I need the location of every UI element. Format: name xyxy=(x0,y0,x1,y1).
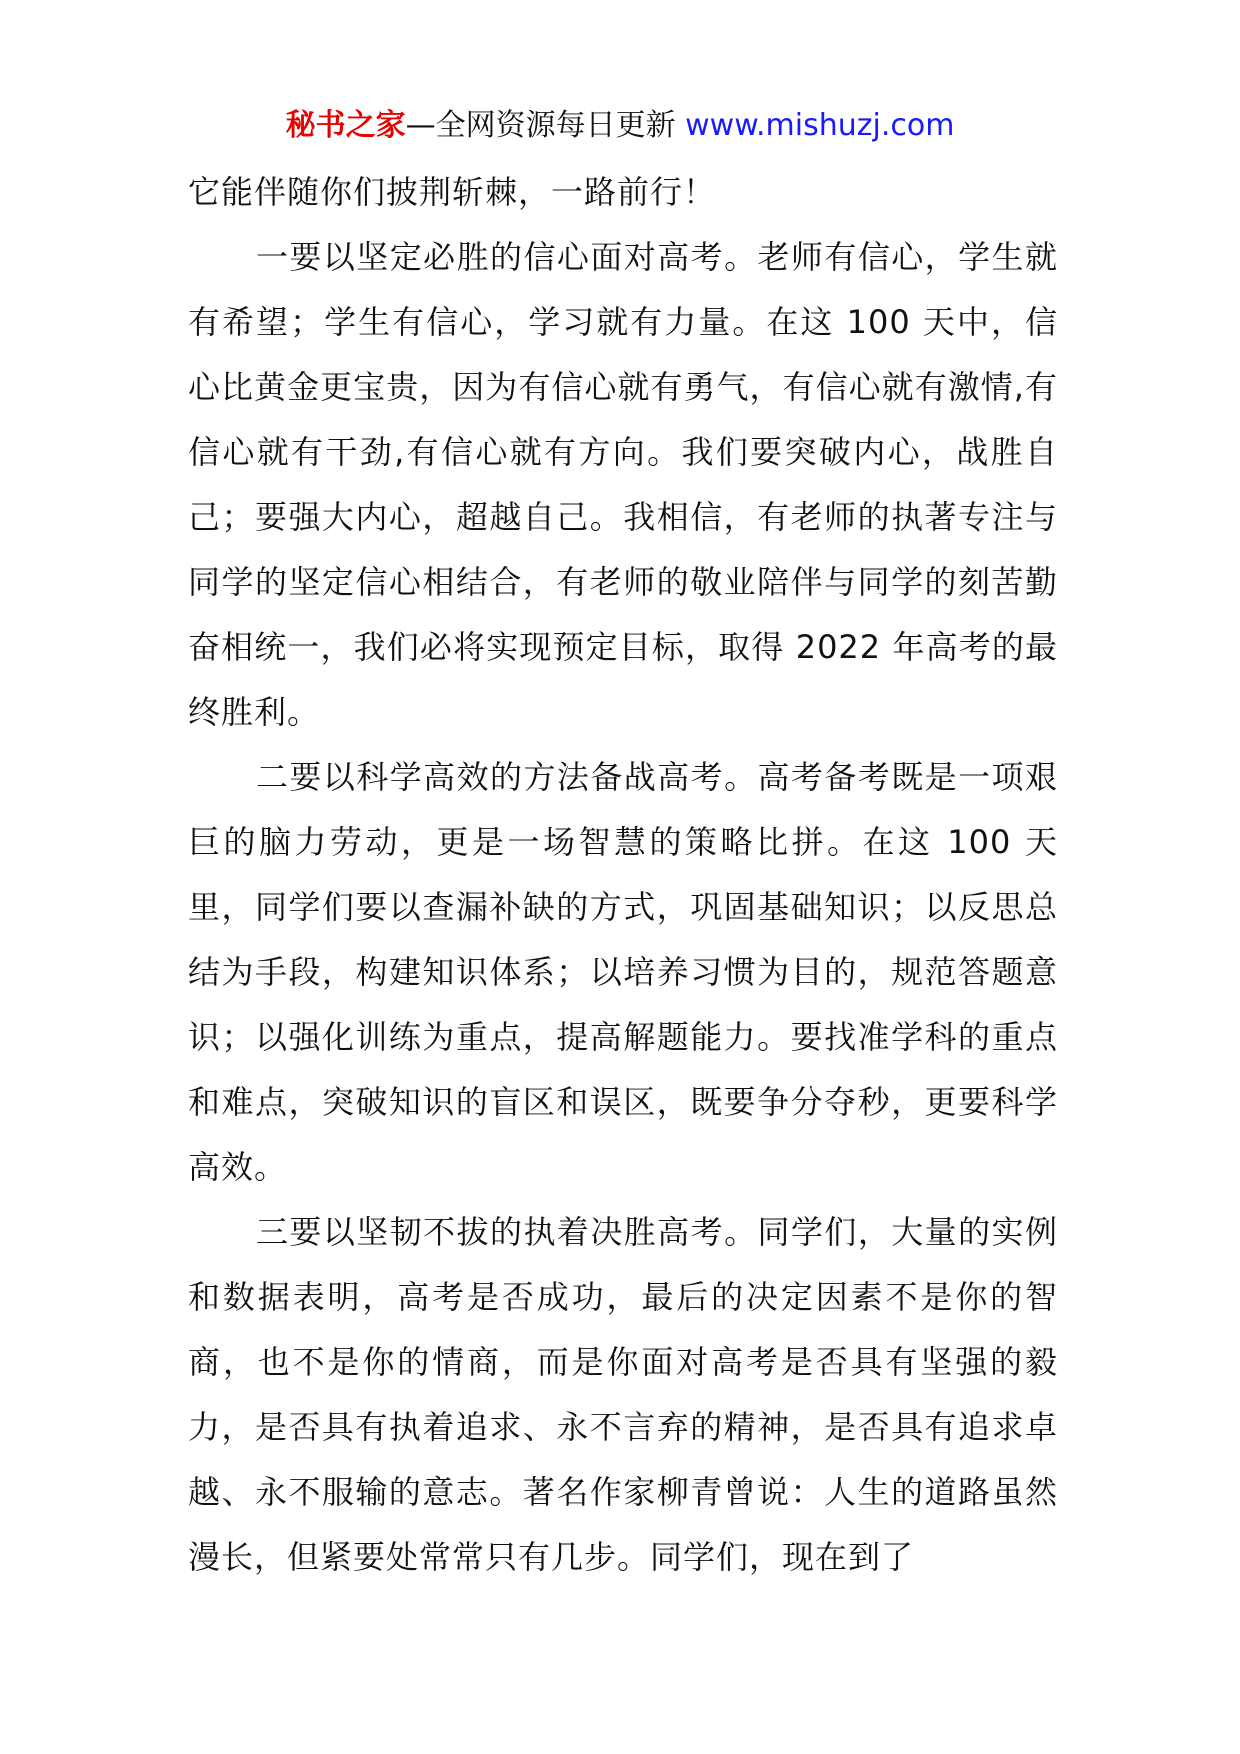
paragraph-perseverance: 三要以坚韧不拔的执着决胜高考。同学们，大量的实例和数据表明，高考是否成功，最后的决定因素不是你的智商，也不是你的情商，而是你面对高考是否具有坚强的毅力，是否具有执着追求、永不言弃的精神，是否具有追求卓越、永不服输的意志。著名作家柳青曾说：人生的道路虽然漫长，但紧要处常常只有几步。同学们，现在到了 xyxy=(188,1213,1058,1576)
header-tagline: —全网资源每日更新 xyxy=(405,108,686,143)
paragraph-method: 二要以科学高效的方法备战高考。高考备考既是一项艰巨的脑力劳动，更是一场智慧的策略比拼。在这 100 天里，同学们要以查漏补缺的方式，巩固基础知识；以反思总结为手段，构建知识体系；以培养习惯为目的，规范答题意识；以强化训练为重点，提高解题能力。要找准学科的重点和难点，突破知识的盲区和误区，既要争分夺秒，更要科学高效。 xyxy=(188,758,1058,1186)
lead-line: 它能伴随你们披荆斩棘，一路前行！ xyxy=(188,173,717,211)
document-body xyxy=(188,160,1058,1590)
site-url[interactable]: www.mishuzj.com xyxy=(685,108,955,143)
paragraph-confidence: 一要以坚定必胜的信心面对高考。老师有信心，学生就有希望；学生有信心，学习就有力量。在这 100 天中，信心比黄金更宝贵，因为有信心就有勇气，有信心就有激情,有信心就有干劲,有信心就有方向。我们要突破内心，战胜自己；要强大内心，超越自己。我相信，有老师的执著专注与同学的坚定信心相结合，有老师的敬业陪伴与同学的刻苦勤奋相统一，我们必将实现预定目标，取得 2022 年高考的最终胜利。 xyxy=(188,238,1058,731)
brand-name: 秘书之家 xyxy=(285,108,406,143)
page-header xyxy=(0,104,1240,148)
